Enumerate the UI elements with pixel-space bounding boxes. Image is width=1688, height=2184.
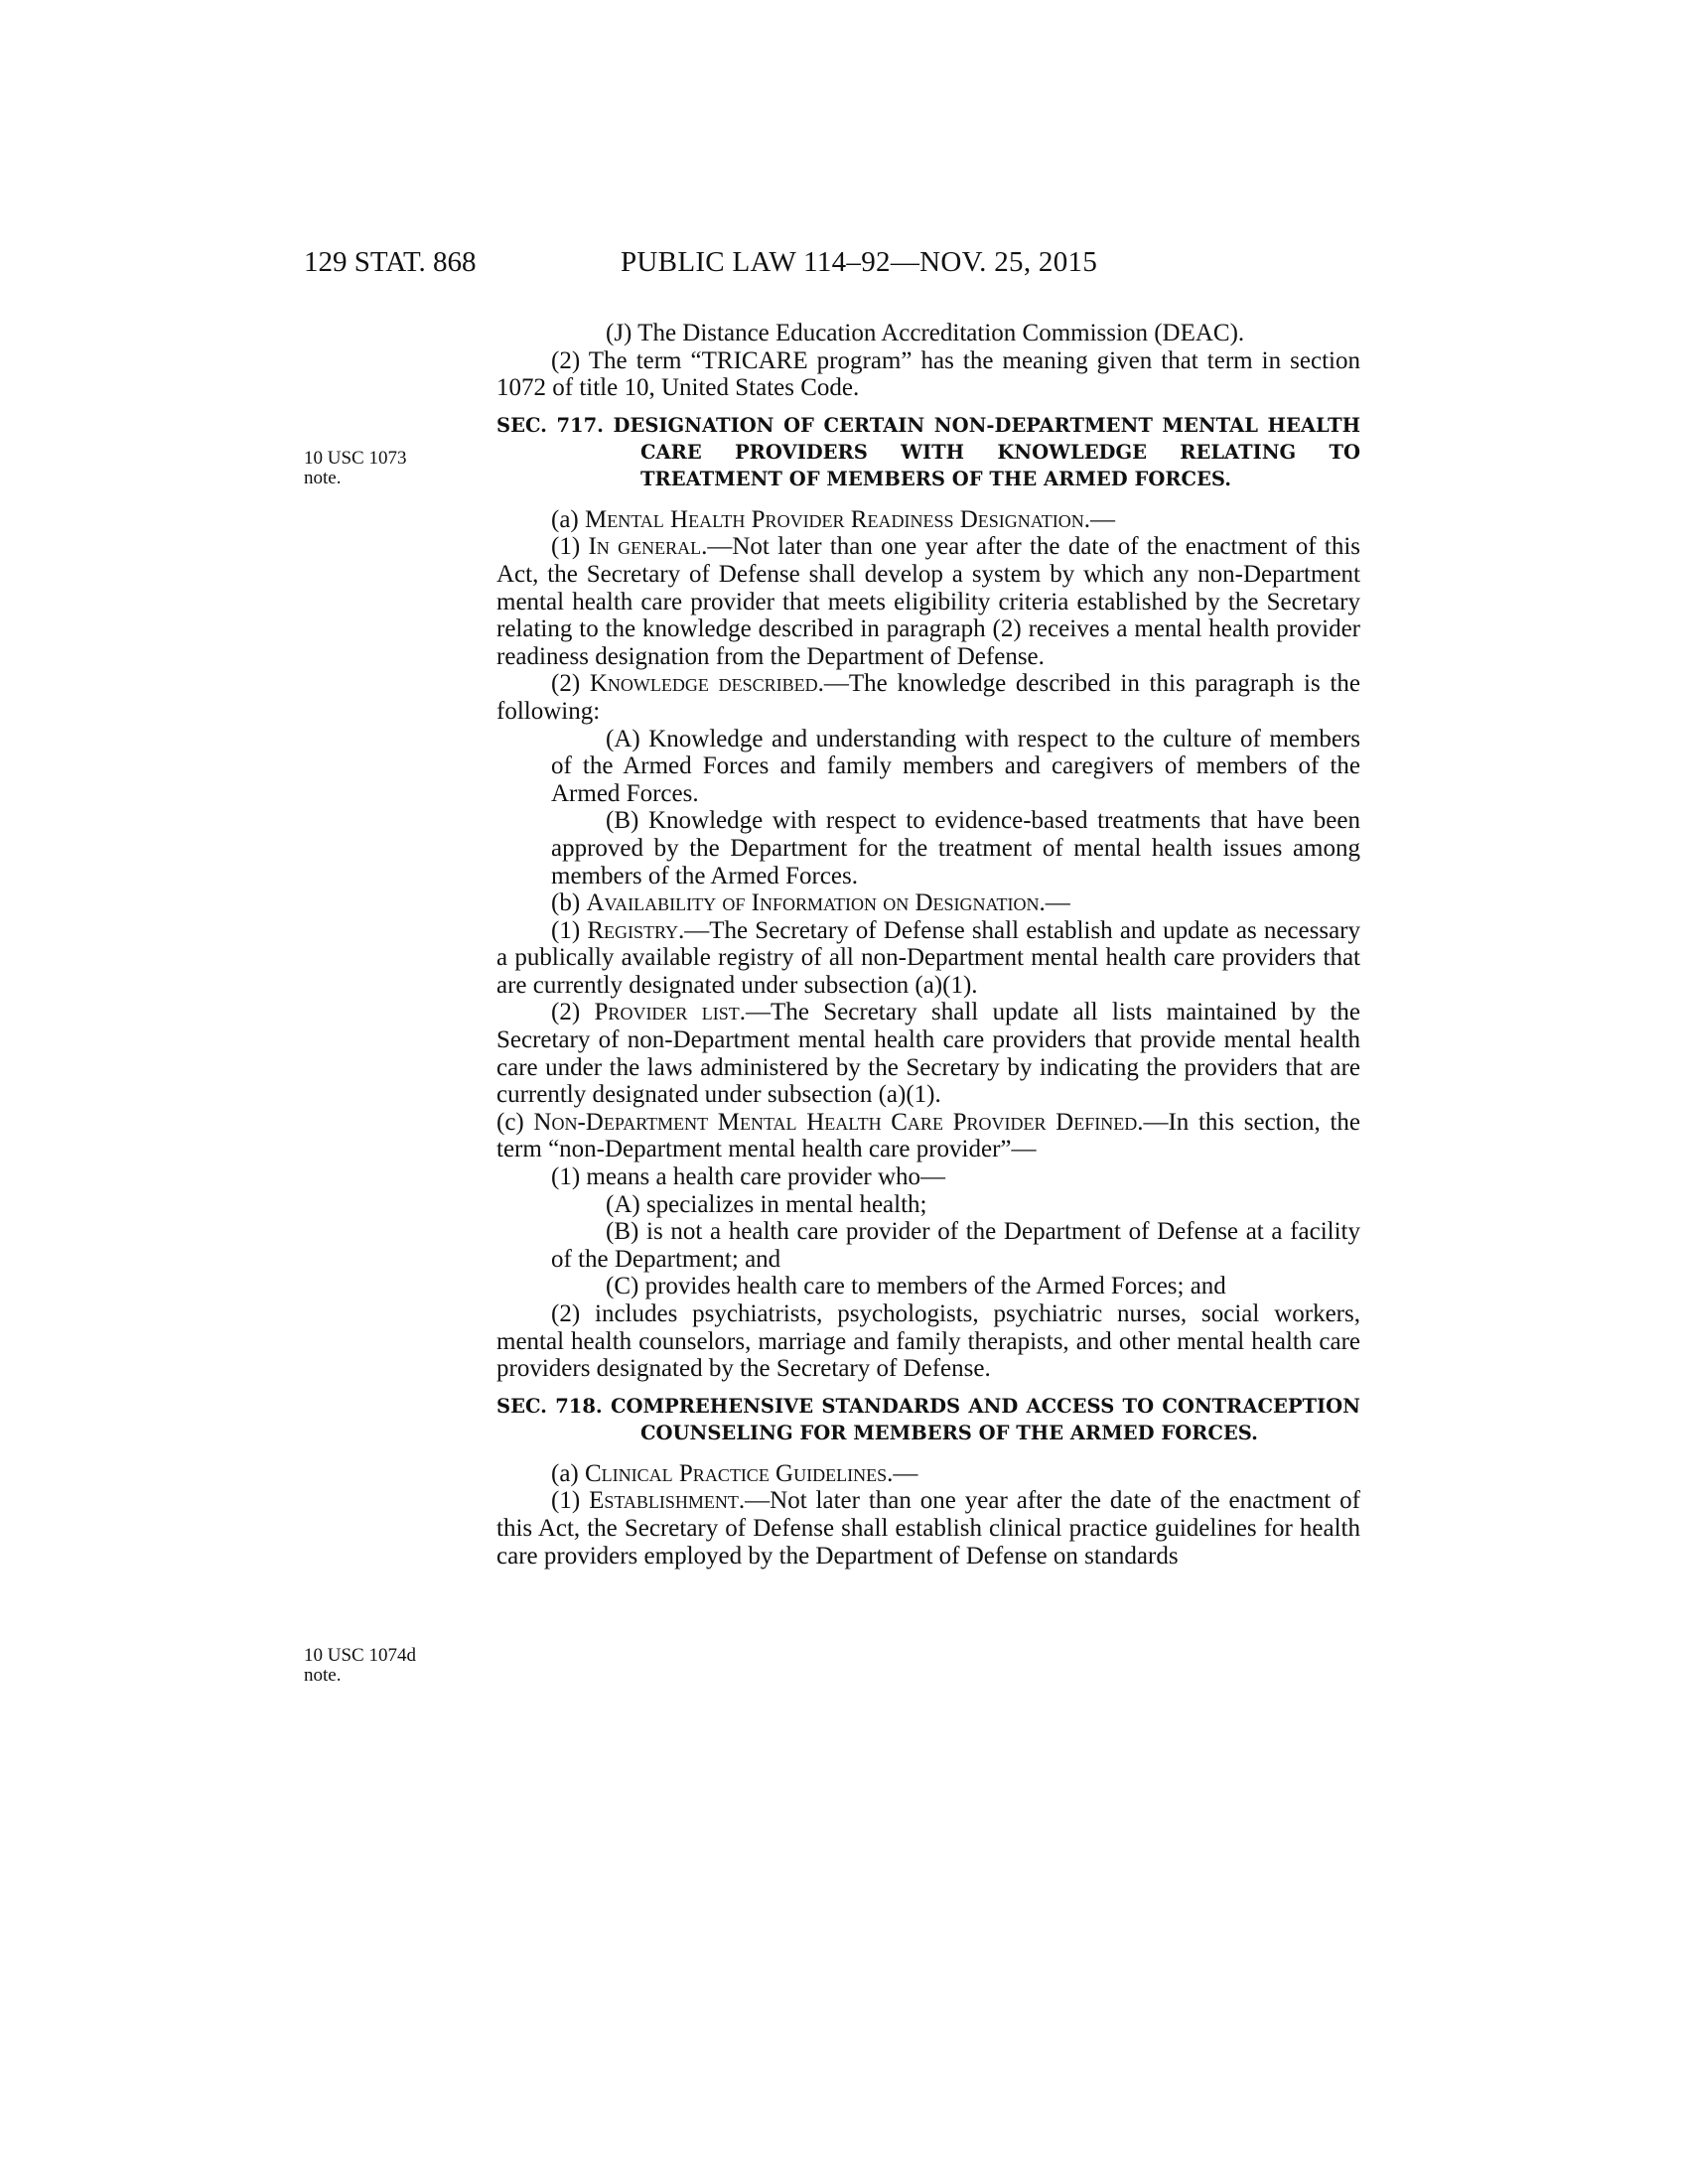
label: (2)	[551, 999, 595, 1026]
section-718-subsection-a-heading	[496, 1460, 1360, 1488]
label: (1)	[551, 533, 589, 561]
margin-note-label: note.	[304, 468, 342, 488]
margin-note-label: note.	[304, 1665, 342, 1686]
body-text	[496, 320, 1360, 1570]
paragraph-text: —The knowledge described in this paragraph is the following:	[496, 670, 1360, 725]
paragraph-b1	[496, 917, 1360, 1000]
paragraph-j: (J) The Distance Education Accreditation Commission (DEAC).	[606, 320, 1245, 346]
section-718-paragraph-a1	[496, 1487, 1360, 1570]
paragraph-text: —The Secretary of Defense shall establish and update as necessary a publically available registry of all non-Department mental health care providers that are currently designated under subsection (a)(1).	[496, 916, 1361, 999]
subsection-text: —In this section, the term “non-Department mental health care provider”—	[496, 1108, 1361, 1163]
margin-note	[304, 449, 443, 488]
subparagraph-c1C: (C) provides health care to members of the Armed Forces; and	[606, 1273, 1226, 1300]
label: (1)	[551, 1487, 590, 1515]
label: (2)	[551, 670, 590, 698]
section-718-heading: SEC. 718. COMPREHENSIVE STANDARDS AND ACCESS TO CONTRACEPTION COUNSELING FOR MEMBERS OF THE ARMED FORCES.	[496, 1394, 1360, 1444]
running-header: PUBLIC LAW 114–92—NOV. 25, 2015	[621, 246, 1098, 278]
subparagraph-c1A: (A) specializes in mental health;	[606, 1190, 927, 1218]
paragraph-text: —Not later than one year after the date of the enactment of this Act, the Secretary of Defense shall develop a system by which any non-Department mental health care provider that meets eligibility criteria established by the Secretary relating to the knowledge described in paragraph (2) receives a mental health provider readiness designation from the Department of Defense.	[496, 533, 1360, 670]
paragraph-b2	[496, 999, 1360, 1108]
paragraph-2-tricare: (2) The term “TRICARE program” has the meaning given that term in section 1072 of title 10, United States Code.	[496, 346, 1360, 402]
subsection-heading: Mental Health Provider Readiness Designation.—	[585, 505, 1116, 533]
paragraph-a1	[496, 533, 1360, 670]
subsection-heading: Non-Department Mental Health Care Provider Defined.	[533, 1108, 1144, 1136]
stat-page-number: 129 STAT. 868	[304, 246, 477, 278]
subsection-c	[496, 1109, 1360, 1163]
paragraph-text: —Not later than one year after the date of the enactment of this Act, the Secretary of Defense shall establish clinical practice guidelines for health care providers employed by the Department of Defense on standards	[496, 1487, 1361, 1570]
label: (c)	[496, 1108, 534, 1136]
paragraph-heading: Establishment.	[589, 1487, 746, 1515]
label: (a)	[551, 505, 585, 533]
margin-note-citation: 10 USC 1073	[304, 448, 407, 469]
paragraph-a2	[496, 670, 1360, 725]
label: (b)	[551, 889, 587, 917]
margin-note-citation: 10 USC 1074d	[304, 1645, 416, 1666]
paragraph-heading: Registry.	[587, 916, 685, 944]
subsection-heading: Availability of Information on Designation.—	[586, 889, 1070, 917]
subsection-heading: Clinical Practice Guidelines.—	[585, 1459, 918, 1487]
paragraph-heading: Knowledge described.	[589, 670, 824, 698]
label: (1)	[551, 916, 588, 944]
label: (a)	[551, 1459, 585, 1487]
paragraph-heading: Provider list.	[594, 999, 747, 1026]
subsection-b-heading	[496, 889, 1360, 917]
subparagraph-c1B: (B) is not a health care provider of the Department of Defense at a facility of the Department; and	[551, 1218, 1360, 1273]
margin-note	[304, 1646, 443, 1686]
paragraph-heading: In general.	[588, 533, 708, 561]
subparagraph-a2A: (A) Knowledge and understanding with respect to the culture of members of the Armed Forces and family members and caregivers of members of the Armed Forces.	[551, 725, 1360, 807]
paragraph-c2: (2) includes psychiatrists, psychologists, psychiatric nurses, social workers, mental health counselors, marriage and family therapists, and other mental health care providers designated by the Secretary of Defense.	[496, 1300, 1360, 1383]
subsection-a-heading	[496, 506, 1360, 534]
paragraph-c1: (1) means a health care provider who—	[551, 1163, 946, 1191]
subparagraph-a2B: (B) Knowledge with respect to evidence-based treatments that have been approved by the Department for the treatment of mental health issues among members of the Armed Forces.	[551, 807, 1360, 889]
section-717-heading: SEC. 717. DESIGNATION OF CERTAIN NON-DEPARTMENT MENTAL HEALTH CARE PROVIDERS WITH KNOWLEDGE RELATING TO TREATMENT OF MEMBERS OF THE ARMED FORCES.	[496, 413, 1360, 490]
paragraph-text: —The Secretary shall update all lists maintained by the Secretary of non-Department mental health care providers that provide mental health care under the laws administered by the Secretary by indicating the providers that are currently designated under subsection (a)(1).	[496, 999, 1360, 1109]
